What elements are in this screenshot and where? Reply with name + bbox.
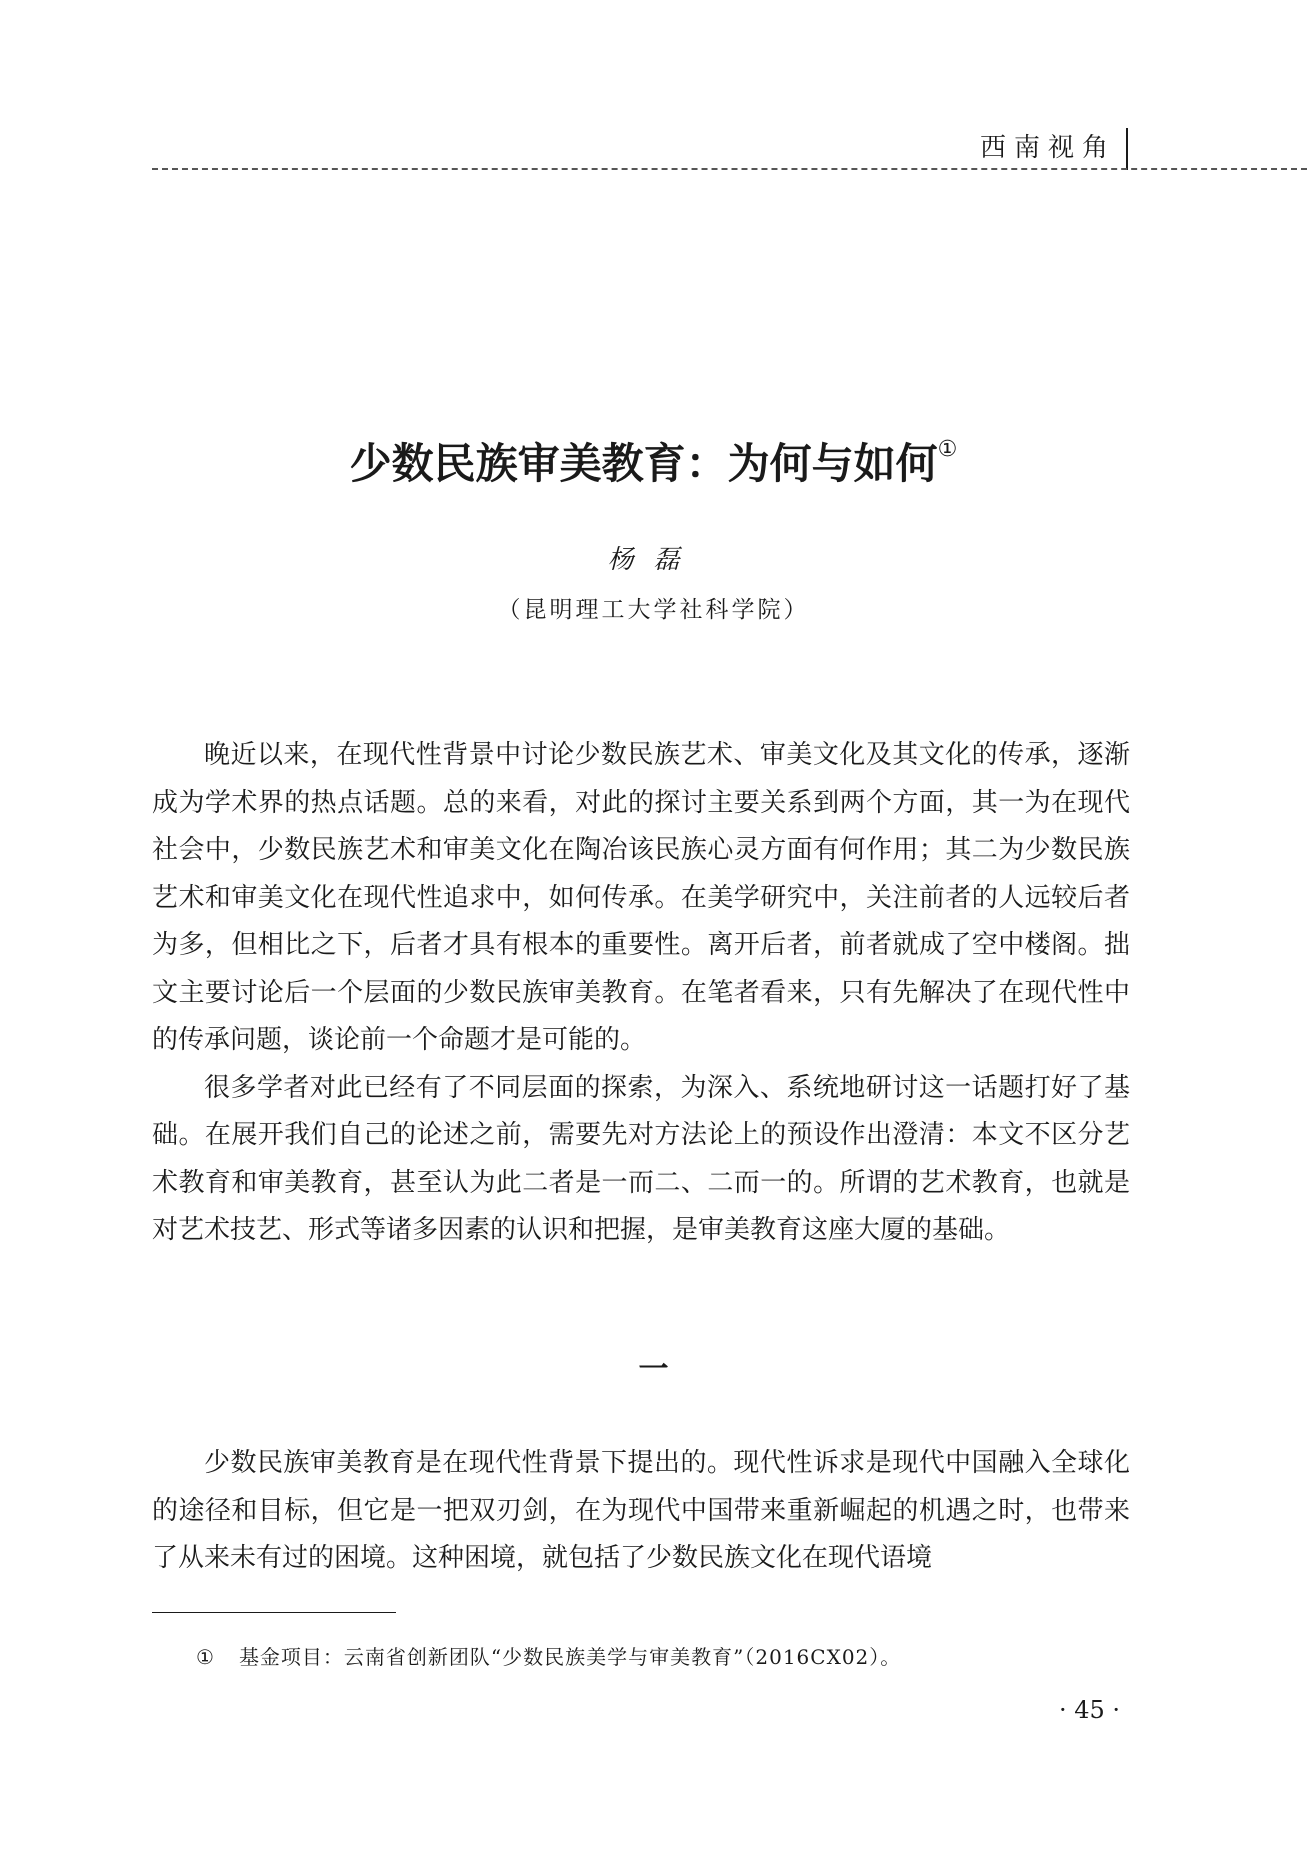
header-divider [1126,128,1128,170]
intro-section [152,732,1130,1255]
author-name: 杨磊 [607,545,700,575]
intro-paragraph-1: 晚近以来，在现代性背景中讨论少数民族艺术、审美文化及其文化的传承，逐渐成为学术界的热点话题。总的来看，对此的探讨主要关系到两个方面，其一为在现代社会中，少数民族艺术和审美文化在陶冶该民族心灵方面有何作用；其二为少数民族艺术和审美文化在现代性追求中，如何传承。在美学研究中，关注前者的人远较后者为多，但相比之下，后者才具有根本的重要性。离开后者，前者就成了空中楼阁。拙文主要讨论后一个层面的少数民族审美教育。在笔者看来，只有先解决了在现代性中的传承问题，谈论前一个命题才是可能的。 [152,740,1130,1055]
section-one-body [152,1440,1130,1583]
header-dashed-rule [152,168,1307,170]
section-one-paragraph: 少数民族审美教育是在现代性背景下提出的。现代性诉求是现代中国融入全球化的途径和目标，但它是一把双刃剑，在为现代中国带来重新崛起的机遇之时，也带来了从来未有过的困境。这种困境，就包括了少数民族文化在现代语境 [152,1448,1130,1573]
footnote-text: 基金项目：云南省创新团队“少数民族美学与审美教育”（2016CX02）。 [238,1645,902,1669]
footnote-marker: ① [196,1645,215,1669]
article-title [0,420,1307,494]
intro-paragraph-2: 很多学者对此已经有了不同层面的探索，为深入、系统地研讨这一话题打好了基础。在展开我们自己的论述之前，需要先对方法论上的预设作出澄清：本文不区分艺术教育和审美教育，甚至认为此二者是一而二、二而一的。所谓的艺术教育，也就是对艺术技艺、形式等诸多因素的认识和把握，是审美教育这座大厦的基础。 [152,1072,1130,1245]
footnote-rule [152,1612,396,1613]
page-number: · 45 · [1058,1696,1120,1724]
section-header: 西南视角 [980,133,1117,163]
article-title-text: 少数民族审美教育：为何与如何 [349,439,938,488]
footnote [196,1640,1126,1674]
author-affiliation: （昆明理工大学社科学院） [497,597,810,623]
title-footnote-marker[interactable]: ① [937,437,958,462]
section-one-heading: 一 [638,1352,669,1387]
